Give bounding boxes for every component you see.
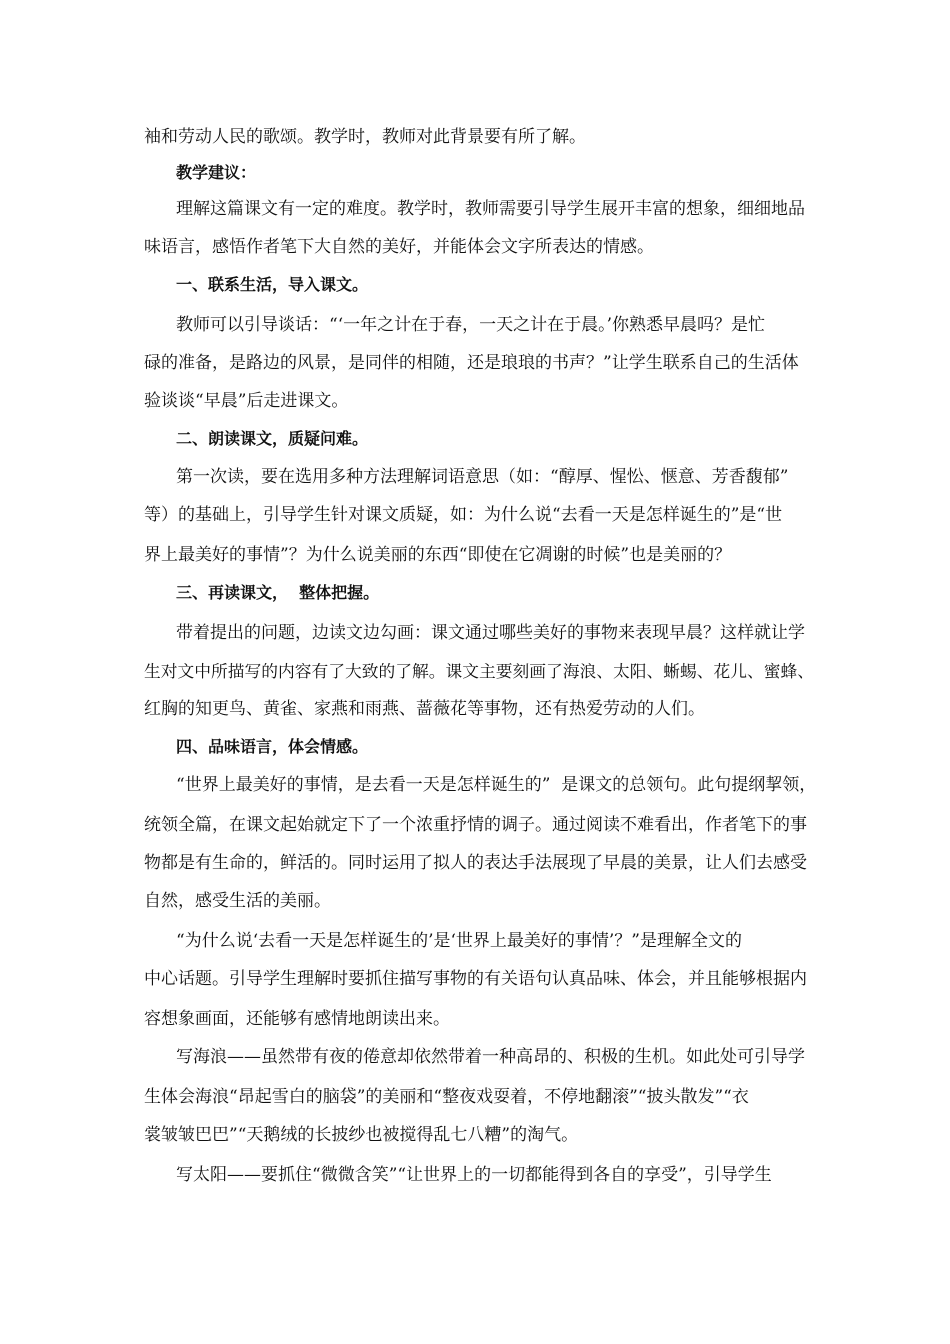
paragraph-line: 味语言，感悟作者笔下大自然的美好，并能体会文字所表达的情感。 — [144, 237, 654, 257]
paragraph-line: 第一次读，要在选用多种方法理解词语意思（如：“醇厚、惺忪、惬意、芳香馥郁” — [176, 467, 789, 487]
paragraph-line: 写太阳——要抓住“微微含笑”“让世界上的一切都能得到各自的享受”，引导学生 — [176, 1165, 772, 1185]
section-heading: 三、再读课文， 整体把握。 — [176, 583, 380, 602]
paragraph-line: 容想象画面，还能够有感情地朗读出来。 — [144, 1009, 450, 1029]
paragraph-line: 裳皱皱巴巴”“天鹅绒的长披纱也被搅得乱七八糟”的淘气。 — [144, 1125, 579, 1145]
paragraph-line: 写海浪——虽然带有夜的倦意却依然带着一种高昂的、积极的生机。如此处可引导学 — [176, 1047, 805, 1067]
paragraph-line: 界上最美好的事情”？为什么说美丽的东西“即使在它凋谢的时候”也是美丽的？ — [144, 545, 732, 565]
paragraph-line: 理解这篇课文有一定的难度。教学时，教师需要引导学生展开丰富的想象，细细地品 — [176, 199, 805, 219]
section-heading: 四、品味语言，体会情感。 — [176, 737, 369, 756]
paragraph-line: 红胸的知更鸟、黄雀、家燕和雨燕、蔷薇花等事物，还有热爱劳动的人们。 — [144, 699, 705, 719]
paragraph-line: 生体会海浪“昂起雪白的脑袋”的美丽和“整夜戏耍着，不停地翻滚”“披头散发”“衣 — [144, 1087, 749, 1107]
paragraph-line: 袖和劳动人民的歌颂。教学时，教师对此背景要有所了解。 — [144, 127, 586, 147]
paragraph-line: 碌的准备，是路边的风景，是同伴的相随，还是琅琅的书声？”让学生联系自己的生活体 — [144, 353, 799, 373]
section-heading: 二、朗读课文，质疑问难。 — [176, 429, 369, 448]
paragraph-line: 生对文中所描写的内容有了大致的了解。课文主要刻画了海浪、太阳、蜥蜴、花儿、蜜蜂、 — [144, 661, 815, 681]
paragraph-line: 中心话题。引导学生理解时要抓住描写事物的有关语句认真品味、体会，并且能够根据内 — [144, 969, 807, 989]
paragraph-line: “为什么说‘去看一天是怎样诞生的’是‘世界上最美好的事情’？”是理解全文的 — [176, 931, 742, 951]
paragraph-line: “世界上最美好的事情，是去看一天是怎样诞生的” 是课文的总领句。此句提纲挈领， — [176, 775, 817, 795]
paragraph-line: 等）的基础上，引导学生针对课文质疑，如：为什么说“去看一天是怎样诞生的”是“世 — [144, 505, 783, 525]
paragraph-line: 自然，感受生活的美丽。 — [144, 891, 331, 911]
paragraph-line: 统领全篇，在课文起始就定下了一个浓重抒情的调子。通过阅读不难看出，作者笔下的事 — [144, 815, 807, 835]
paragraph-line: 验谈谈“早晨”后走进课文。 — [144, 391, 349, 411]
paragraph-line: 物都是有生命的，鲜活的。同时运用了拟人的表达手法展现了早晨的美景，让人们去感受 — [144, 853, 807, 873]
section-heading: 教学建议： — [176, 163, 257, 182]
section-heading: 一、联系生活，导入课文。 — [176, 275, 369, 294]
paragraph-line: 带着提出的问题，边读文边勾画：课文通过哪些美好的事物来表现早晨？这样就让学 — [176, 623, 805, 643]
paragraph-line: 教师可以引导谈话：“‘一年之计在于春，一天之计在于晨。’你熟悉早晨吗？是忙 — [176, 315, 765, 335]
